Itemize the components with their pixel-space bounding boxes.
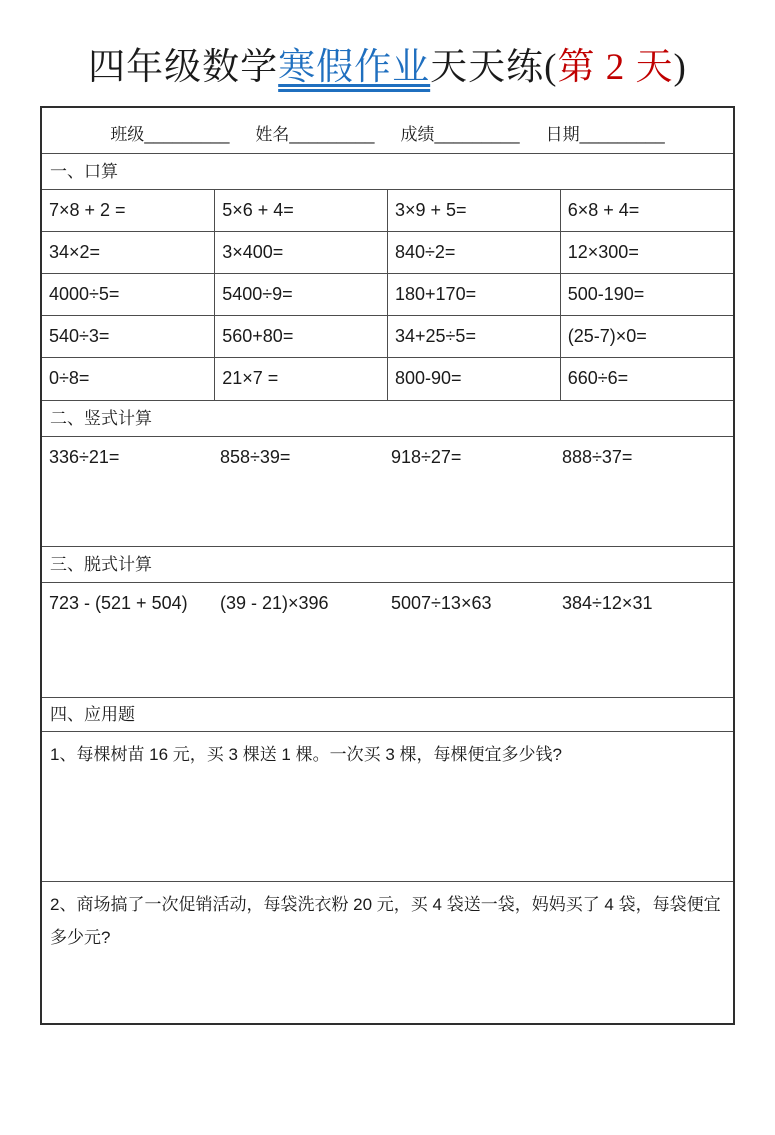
grid-cell: 6×8 + 4= [560,190,733,232]
problem-item: 384÷12×31 [562,592,653,613]
grid-cell: 5×6 + 4= [215,190,388,232]
score-field [401,120,520,145]
grid-cell: 0÷8= [42,358,215,400]
grid-cell: 660÷6= [560,358,733,400]
section-1-heading-oral-calculation: 一、口算 [42,153,733,189]
problem-item: 888÷37= [562,446,633,467]
problem-item: 723 - (521 + 504) [49,592,188,613]
name-field [255,120,374,145]
grid-cell: 21×7 = [215,358,388,400]
title-day-number: 第 2 天 [557,47,674,88]
date-label: 日期 [545,125,580,144]
grid-cell: (25-7)×0= [560,316,733,358]
grid-cell: 800-90= [388,358,561,400]
problem-item: 858÷39= [220,446,291,467]
grid-row [42,358,733,400]
section-2-heading-vertical-calculation: 二、竖式计算 [42,400,733,436]
grid-cell: 500-190= [560,274,733,316]
problem-item: 918÷27= [391,446,462,467]
grid-cell: 12×300= [560,232,733,274]
grid-row [42,316,733,358]
grid-cell: 4000÷5= [42,274,215,316]
grid-cell: 540÷3= [42,316,215,358]
title-close-paren: ) [673,47,687,88]
grid-row [42,274,733,316]
student-info-row [42,108,733,153]
score-blank-line: _________ [434,125,520,144]
grid-cell: 180+170= [388,274,561,316]
grid-cell: 5400÷9= [215,274,388,316]
worksheet-table [40,106,735,1025]
grid-row [42,190,733,232]
date-blank-line: _________ [579,125,665,144]
problem-item: (39 - 21)×396 [220,592,329,613]
page-title [0,36,775,90]
class-blank-line: _________ [144,125,230,144]
section-4-heading-word-problems: 四、应用题 [42,697,733,731]
grid-cell: 34×2= [42,232,215,274]
score-label: 成绩 [400,125,435,144]
date-field [546,120,665,145]
name-label: 姓名 [255,125,290,144]
worksheet-page [0,36,775,1135]
title-daily-practice: 天天练( [430,47,558,88]
problem-item: 336÷21= [49,446,120,467]
vertical-calculation-problems [42,436,733,546]
class-label: 班级 [110,125,145,144]
grid-cell: 560+80= [215,316,388,358]
title-holiday-homework-highlight: 寒假作业 [278,47,431,88]
problem-item: 5007÷13×63 [391,592,492,613]
grid-cell: 840÷2= [388,232,561,274]
name-blank-line: _________ [289,125,375,144]
grid-row [42,232,733,274]
grid-cell: 3×9 + 5= [388,190,561,232]
title-grade-subject: 四年级数学 [88,47,279,88]
section-3-heading-step-calculation: 三、脱式计算 [42,546,733,582]
grid-cell: 3×400= [215,232,388,274]
grid-cell: 34+25÷5= [388,316,561,358]
step-calculation-problems [42,582,733,697]
oral-calculation-grid [42,189,733,400]
word-problem-1: 1、每棵树苗 16 元，买 3 棵送 1 棵。一次买 3 棵，每棵便宜多少钱? [42,731,733,881]
class-field [110,120,229,145]
word-problem-2: 2、商场搞了一次促销活动，每袋洗衣粉 20 元，买 4 袋送一袋，妈妈买了 4 袋，每袋便宜多少元? [42,881,733,1024]
grid-cell: 7×8 + 2 = [49,200,126,220]
